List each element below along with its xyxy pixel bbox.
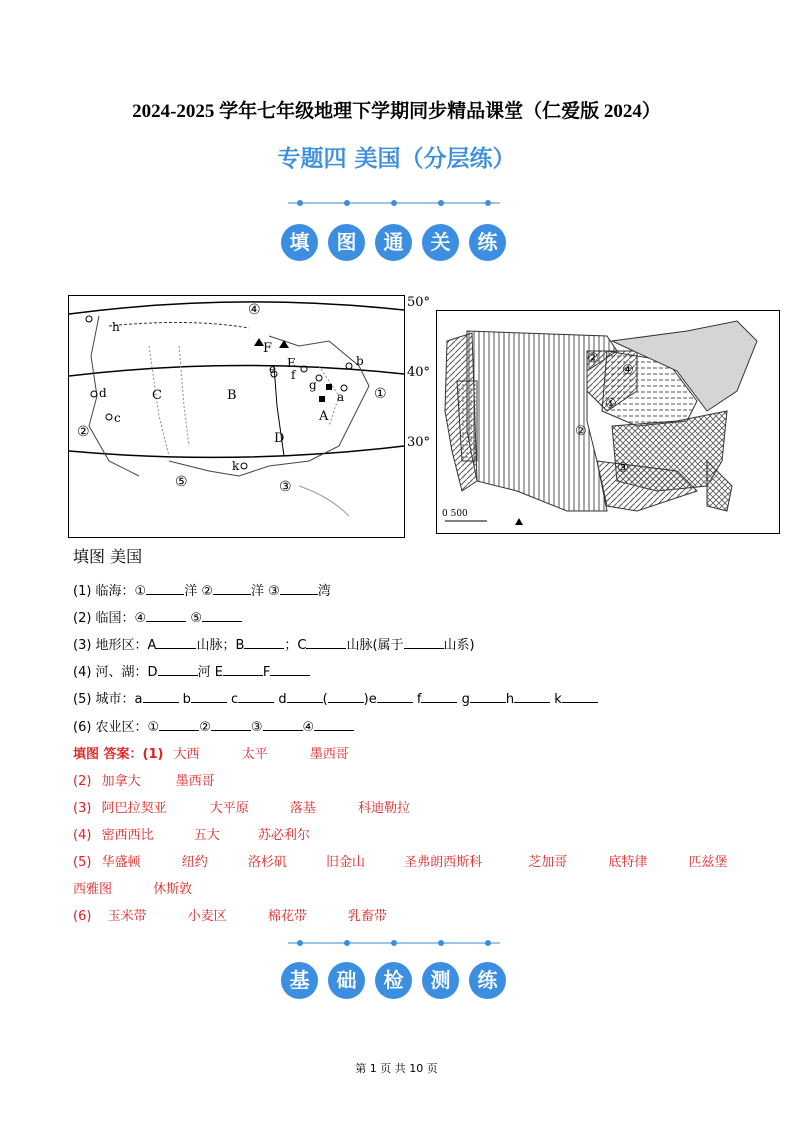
- map-label-B: B: [227, 388, 237, 403]
- map-label-4: ④: [248, 302, 261, 318]
- answer-1: 填图 答案：(1) 大西 太平 墨西哥: [73, 747, 349, 762]
- section-banner-basic-test: [0, 936, 793, 1006]
- map-label-E: E: [287, 356, 296, 370]
- map-label-F: F: [263, 341, 273, 356]
- agri-label-2b: ②: [575, 424, 587, 439]
- section-char: 通: [375, 224, 412, 261]
- question-5: (5) 城市：a b c d ( )e f g h k: [73, 688, 598, 707]
- question-4: (4) 河、湖：D 河 E F: [73, 661, 310, 680]
- answer-5-cont: 西雅图 休斯敦: [73, 882, 193, 897]
- section-char: 关: [422, 224, 459, 261]
- map-label-3: ③: [279, 479, 292, 495]
- usa-physical-map: [68, 295, 405, 538]
- section-char: 练: [469, 224, 506, 261]
- lat-label-40: 40°: [407, 365, 431, 380]
- section-char: 测: [422, 962, 459, 999]
- map-scale: 0 500: [442, 509, 468, 519]
- map-label-f: f: [291, 368, 296, 382]
- page-title: 专题四 美国（分层练）: [277, 146, 516, 172]
- agri-label-3: ③: [617, 461, 629, 476]
- agri-label-1: ①: [605, 397, 617, 412]
- map-label-d: d: [99, 386, 107, 400]
- map-label-a: a: [337, 390, 345, 404]
- question-6: (6) 农业区：① ② ③ ④: [73, 716, 354, 735]
- lat-label-30: 30°: [407, 435, 431, 450]
- answer-5: (5) 华盛顿 纽约 洛杉矶 旧金山 圣弗朗西斯科 芝加哥 底特律 匹兹堡: [73, 855, 728, 870]
- map-label-C: C: [152, 388, 162, 403]
- lat-label-50: 50°: [407, 295, 431, 310]
- section-heading: 填图 美国: [73, 547, 143, 566]
- section-char: 图: [328, 224, 365, 261]
- answer-6: (6) 玉米带 小麦区 棉花带 乳畜带: [73, 909, 387, 924]
- doc-header: 2024-2025 学年七年级地理下学期同步精品课堂（仁爱版 2024）: [132, 101, 661, 122]
- map-label-2: ②: [77, 424, 90, 440]
- question-2: (2) 临国：④ ⑤: [73, 607, 242, 626]
- map-label-A: A: [319, 409, 329, 424]
- answer-4: (4) 密西西比 五大 苏必利尔: [73, 828, 310, 843]
- answer-3: (3) 阿巴拉契亚 大平原 落基 科迪勒拉: [73, 801, 410, 816]
- section-char: 础: [328, 962, 365, 999]
- agri-label-2a: ②: [587, 351, 599, 366]
- map-label-e: e: [269, 362, 277, 376]
- answer-2: (2) 加拿大 墨西哥: [73, 774, 215, 789]
- map-label-h: h: [112, 320, 120, 334]
- question-3: (3) 地形区：A 山脉；B ；C 山脉(属于 山系): [73, 638, 475, 653]
- map-label-1: ①: [374, 386, 387, 402]
- map-label-5: ⑤: [175, 474, 188, 490]
- map-label-D: D: [274, 431, 285, 446]
- section-char: 填: [281, 224, 318, 261]
- section-char: 练: [469, 962, 506, 999]
- question-1: (1) 临海：① 洋 ② 洋 ③ 湾: [73, 584, 331, 599]
- section-char: 检: [375, 962, 412, 999]
- page-footer: 第 1 页 共 10 页: [355, 1062, 438, 1075]
- map-label-c: c: [114, 411, 121, 425]
- section-char: 基: [281, 962, 318, 999]
- usa-agriculture-map: [436, 310, 780, 534]
- agri-label-4: ④: [622, 363, 634, 378]
- map-label-g: g: [309, 378, 317, 392]
- map-label-k: k: [232, 459, 240, 473]
- map-label-b: b: [356, 354, 364, 368]
- section-banner-fill-map: [0, 196, 793, 266]
